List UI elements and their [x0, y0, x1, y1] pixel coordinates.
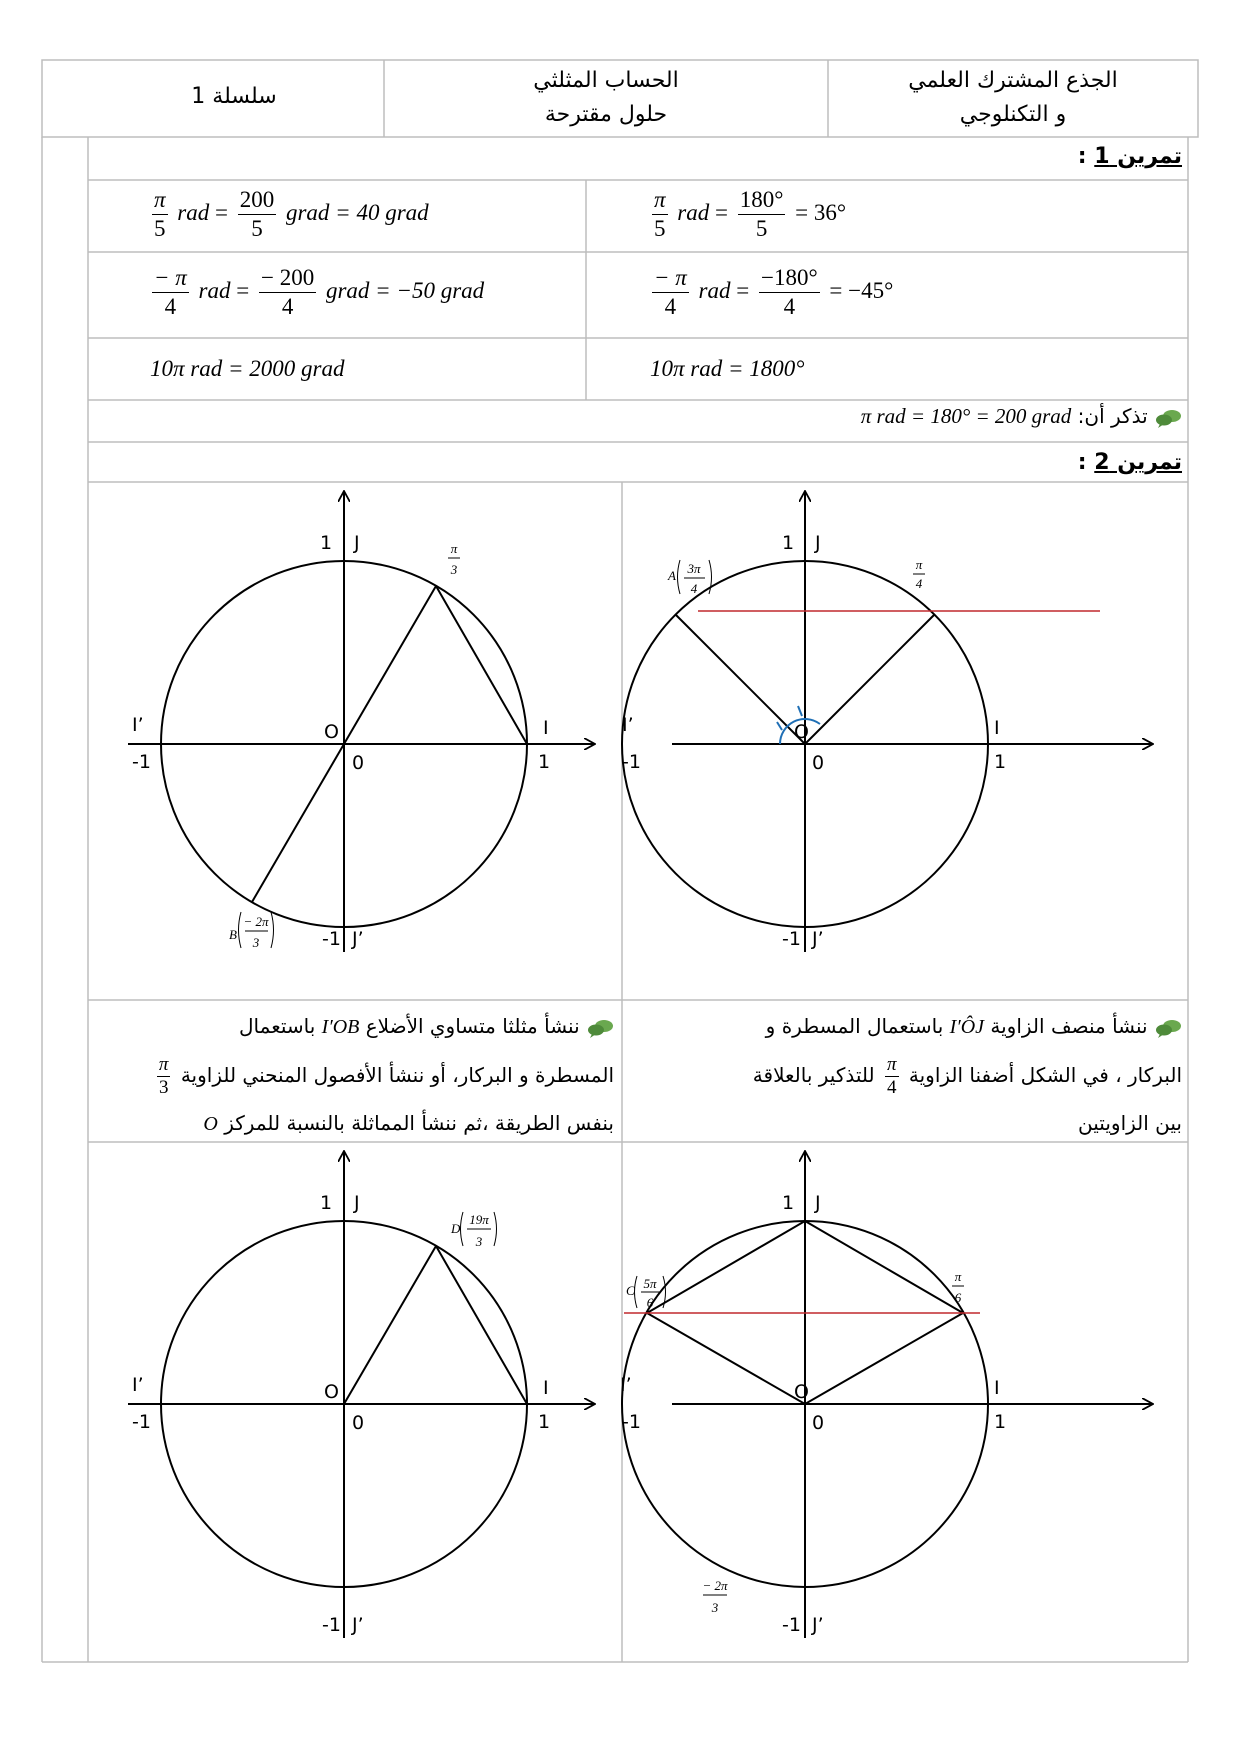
label-J-prime: J’: [352, 1614, 364, 1636]
label-one: 1: [320, 1192, 333, 1214]
svg-text:C: C: [626, 1283, 635, 1298]
label-I-prime: I’: [132, 714, 144, 736]
label-J-prime: J’: [812, 928, 824, 950]
svg-text:− 2π: − 2π: [702, 1578, 728, 1593]
subtitle-label: حلول مقترحة: [544, 102, 668, 127]
label-J: J: [815, 1192, 821, 1214]
label-I: I: [543, 1377, 549, 1399]
figure-equilateral: [88, 482, 622, 1000]
label-one: 1: [782, 1192, 795, 1214]
label-I-prime: I’: [620, 1374, 632, 1396]
segment-O-pi3: [344, 586, 436, 744]
label-minus-one: -1: [622, 1411, 641, 1433]
ex1-row2-deg: $\frac{- \pi}{4}$ rad = $\frac{-180^\circ}{4}$ = −45°: [654, 265, 894, 319]
ex1-row1-deg: $\frac{\pi}{5}$ rad = $\frac{180^\circ}{5}$ = 36°: [654, 187, 847, 241]
segment-O-D: [344, 1246, 436, 1404]
label-one-x: 1: [994, 751, 1007, 773]
ray-pi-over-4: [805, 615, 934, 744]
ray-3pi-over-4: [676, 615, 805, 744]
reminder-line: [700, 404, 1182, 429]
label-O: O: [794, 1381, 809, 1403]
label-J: J: [354, 532, 360, 554]
exercise2-title: تمرين 2 :: [1077, 450, 1182, 475]
svg-text:3: 3: [475, 1234, 483, 1249]
topic-title: [384, 64, 828, 132]
svg-text:3: 3: [252, 935, 260, 950]
svg-text:π: π: [954, 1269, 962, 1284]
svg-text:5π: 5π: [643, 1276, 657, 1291]
label-minus-one-y: -1: [322, 928, 341, 950]
label-O: O: [324, 721, 339, 743]
label-pi-over-4: [913, 557, 925, 591]
svg-text:19π: 19π: [469, 1212, 489, 1227]
svg-text:6: 6: [954, 1290, 962, 1305]
label-J-prime: J’: [812, 1614, 824, 1636]
segment-pi3-I: [436, 586, 527, 744]
ex1-row2-grad: $\frac{- \pi}{4}$ rad = $\frac{- 200}{4}$ grad = −50 grad: [154, 265, 485, 319]
label-B-minus-2pi-over-3: [229, 912, 274, 950]
exercise1-title: تمرين 1 :: [1077, 144, 1182, 169]
label-minus-2pi-over-3: [702, 1578, 728, 1615]
series-label: سلسلة 1: [191, 84, 277, 109]
label-one-x: 1: [994, 1411, 1007, 1433]
segment-O-B: [252, 744, 344, 902]
label-minus-one: -1: [622, 751, 641, 773]
svg-text:6: 6: [646, 1295, 654, 1310]
label-J: J: [815, 532, 821, 554]
reminder-label: تذكر أن:: [1077, 404, 1148, 428]
label-D-19pi-over-3: [450, 1212, 497, 1249]
label-zero: 0: [812, 752, 825, 774]
label-J-prime: J’: [352, 928, 364, 950]
label-pi-over-6: [952, 1269, 964, 1305]
figure-hexagon: [622, 1142, 1188, 1662]
svg-text:4: 4: [915, 576, 923, 591]
label-minus-one: -1: [132, 1411, 151, 1433]
speech-bubbles-icon: [1154, 408, 1182, 428]
label-I: I: [994, 1377, 1000, 1399]
label-one: 1: [782, 532, 795, 554]
level-line2: و التكنلوجي: [959, 102, 1067, 127]
svg-text:− 2π: − 2π: [243, 914, 269, 929]
label-minus-one-y: -1: [782, 1614, 801, 1636]
svg-text:π: π: [450, 541, 458, 556]
svg-text:π: π: [915, 557, 923, 572]
ex1-row1-grad: $\frac{\pi}{5}$ rad = $\frac{200}{5}$ grad = 40 grad: [154, 187, 429, 241]
speech-bubbles-icon: [586, 1018, 614, 1038]
svg-text:3: 3: [711, 1600, 719, 1615]
ex1-row3-deg: 10π rad = 1800°: [650, 356, 805, 381]
label-zero: 0: [352, 752, 365, 774]
label-I: I: [994, 717, 1000, 739]
reminder-formula: π rad = 180° = 200 grad: [860, 404, 1072, 428]
label-O: O: [324, 1381, 339, 1403]
label-minus-one: -1: [132, 751, 151, 773]
segment-D-I: [436, 1246, 527, 1404]
label-one: 1: [320, 532, 333, 554]
label-O: O: [794, 721, 809, 743]
arc-tick: [777, 722, 782, 730]
label-minus-one-y: -1: [782, 928, 801, 950]
figure-equilateral-D: [88, 1142, 622, 1662]
svg-text:A: A: [668, 568, 676, 583]
svg-text:B: B: [229, 927, 237, 942]
arc-tick: [798, 706, 802, 716]
svg-text:3π: 3π: [687, 561, 701, 576]
label-I-prime: I’: [132, 1374, 144, 1396]
svg-text:D: D: [451, 1221, 461, 1236]
label-pi-over-3: [448, 541, 460, 577]
label-J: J: [354, 1192, 360, 1214]
label-one-x: 1: [538, 1411, 551, 1433]
label-I-prime: I’: [622, 714, 634, 736]
note-equilateral: ننشأ مثلثا متساوي الأضلاع I′OB باستعمال المسطرة و البركار، أو ننشأ الأفصول المنحني للزاوية $\frac{\pi}{3}$ بنفس الطريقة ،ثم ننشأ المماثلة بالنسبة للمركز O: [158, 1014, 614, 1135]
level-line1: الجذع المشترك العلمي: [908, 68, 1118, 93]
ex1-row3-grad: 10π rad = 2000 grad: [150, 356, 345, 381]
label-one-x: 1: [538, 751, 551, 773]
label-zero: 0: [352, 1412, 365, 1434]
label-I: I: [543, 717, 549, 739]
svg-text:3: 3: [450, 562, 458, 577]
label-zero: 0: [812, 1412, 825, 1434]
svg-text:4: 4: [690, 581, 698, 596]
level-title: [828, 64, 1198, 132]
topic-label: الحساب المثلثي: [533, 68, 679, 93]
speech-bubbles-icon: [1154, 1018, 1182, 1038]
figure-bisector: [622, 482, 1188, 1000]
note-bisector: ننشأ منصف الزاوية I′ÔJ باستعمال المسطرة و البركار ، في الشكل أضفنا الزاوية $\frac{\pi}{4}$ للتذكير بالعلاقة بين الزاويتين: [752, 1014, 1182, 1135]
label-minus-one-y: -1: [322, 1614, 341, 1636]
